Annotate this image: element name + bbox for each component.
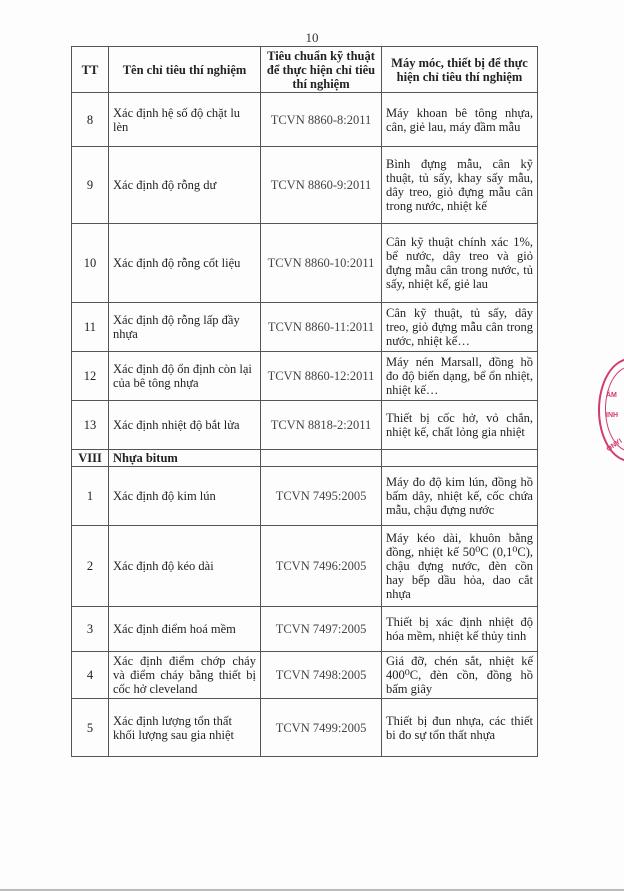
row-equipment: Máy khoan bê tông nhựa, cân, giẻ lau, máy đầm mẫu (382, 93, 538, 147)
section-number: VIII (72, 450, 109, 467)
row-name: Xác định nhiệt độ bắt lửa (109, 401, 261, 450)
row-name: Xác định độ rỗng lấp đầy nhựa (109, 303, 261, 352)
row-standard: TCVN 8860-12:2011 (261, 352, 382, 401)
row-name: Xác định độ rỗng cốt liệu (109, 224, 261, 303)
row-name: Xác định hệ số độ chặt lu lèn (109, 93, 261, 147)
row-name: Xác định điểm chớp cháy và điểm cháy bằng thiết bị cốc hở cleveland (109, 652, 261, 699)
section-empty-cell (382, 450, 538, 467)
row-equipment: Thiết bị đun nhựa, các thiết bi đo sự tổn thất nhựa (382, 699, 538, 757)
row-equipment: Thiết bị cốc hở, vỏ chắn, nhiệt kế, chất lỏng gia nhiệt (382, 401, 538, 450)
header-tt: TT (72, 47, 109, 93)
row-name: Xác định độ kéo dài (109, 526, 261, 607)
row-standard: TCVN 7499:2005 (261, 699, 382, 757)
header-name: Tên chỉ tiêu thí nghiệm (109, 47, 261, 93)
row-equipment: Cân kỹ thuật chính xác 1%, bể nước, dây treo và giỏ đựng mẫu cân trong nước, tủ sấy, nhiệt kế, giẻ lau (382, 224, 538, 303)
row-standard: TCVN 7496:2005 (261, 526, 382, 607)
stamp-text: ONYI (605, 437, 624, 454)
table-row (72, 224, 538, 303)
row-equipment: Cân kỹ thuật, tủ sấy, dây treo, giỏ đựng mẫu cân trong nước, nhiệt kế… (382, 303, 538, 352)
page-number: 10 (305, 30, 319, 45)
table-row (72, 526, 538, 607)
table-row (72, 699, 538, 757)
row-tt: 13 (72, 401, 109, 450)
row-equipment: Máy kéo dài, khuôn bằng đồng, nhiệt kế 50⁰C (0,1⁰C), chậu đựng nước, đèn cồn hay bếp dầu hỏa, dao cắt nhựa (382, 526, 538, 607)
section-empty-cell (261, 450, 382, 467)
row-standard: TCVN 8818-2:2011 (261, 401, 382, 450)
row-name: Xác định độ rỗng dư (109, 147, 261, 224)
row-standard: TCVN 8860-10:2011 (261, 224, 382, 303)
row-tt: 11 (72, 303, 109, 352)
row-equipment: Giá đỡ, chén sắt, nhiệt kế 400⁰C, đèn cồn, đồng hồ bấm giây (382, 652, 538, 699)
row-equipment: Bình đựng mẫu, cân kỹ thuật, tủ sấy, khay sấy mẫu, dây treo, giỏ đựng mẫu cân trong nước, nhiệt kế (382, 147, 538, 224)
row-name: Xác định độ kim lún (109, 467, 261, 526)
table-row (72, 607, 538, 652)
row-equipment: Thiết bị xác định nhiệt độ hóa mềm, nhiệt kế thủy tinh (382, 607, 538, 652)
row-tt: 10 (72, 224, 109, 303)
row-tt: 4 (72, 652, 109, 699)
test-equipment-table (71, 46, 538, 757)
table-header-row (72, 47, 538, 93)
row-tt: 1 (72, 467, 109, 526)
row-tt: 12 (72, 352, 109, 401)
row-tt: 2 (72, 526, 109, 607)
table-row (72, 401, 538, 450)
row-standard: TCVN 8860-8:2011 (261, 93, 382, 147)
section-row (72, 450, 538, 467)
section-title: Nhựa bitum (109, 450, 261, 467)
row-standard: TCVN 8860-11:2011 (261, 303, 382, 352)
row-tt: 3 (72, 607, 109, 652)
row-tt: 8 (72, 93, 109, 147)
row-name: Xác định lượng tổn thất khối lượng sau gia nhiệt (109, 699, 261, 757)
row-name: Xác định độ ổn định còn lại của bê tông nhựa (109, 352, 261, 401)
row-equipment: Máy đo độ kim lún, đồng hồ bấm dây, nhiệt kế, cốc chứa mẫu, chậu đựng nước (382, 467, 538, 526)
row-standard: TCVN 7497:2005 (261, 607, 382, 652)
row-name: Xác định điểm hoá mềm (109, 607, 261, 652)
stamp-text: ÂM (606, 392, 617, 399)
row-standard: TCVN 7495:2005 (261, 467, 382, 526)
table-row (72, 352, 538, 401)
header-equipment: Máy móc, thiết bị để thực hiện chỉ tiêu thí nghiệm (382, 47, 538, 93)
row-standard: TCVN 8860-9:2011 (261, 147, 382, 224)
table-row (72, 147, 538, 224)
table-row (72, 652, 538, 699)
table-row (72, 467, 538, 526)
row-tt: 9 (72, 147, 109, 224)
stamp-text: INH (606, 412, 619, 419)
row-equipment: Máy nén Marsall, đồng hồ đo độ biến dạng, bể ổn nhiệt, nhiệt kế… (382, 352, 538, 401)
table-row (72, 303, 538, 352)
row-tt: 5 (72, 699, 109, 757)
row-standard: TCVN 7498:2005 (261, 652, 382, 699)
header-standard: Tiêu chuẩn kỹ thuật để thực hiện chỉ tiêu thí nghiệm (261, 47, 382, 93)
table-row (72, 93, 538, 147)
